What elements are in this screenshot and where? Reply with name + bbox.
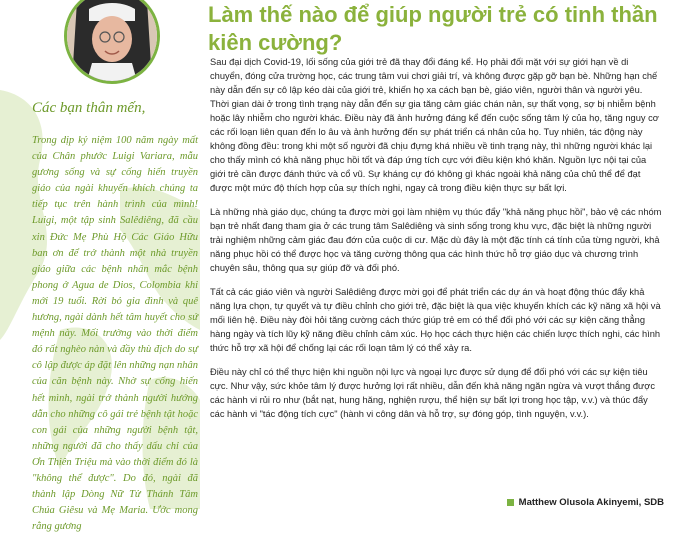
- paragraph: Sau đại dịch Covid-19, lối sống của giới trẻ đã thay đổi đáng kể. Họ phải đối mặt với sự giới hạn về di chuyển, đóng cửa trường học, các trung tâm vui chơi giải trí, và không được gặp gỡ bạn bè. Những hạn chế này dẫn đến sự cô lập kéo dài của giới trẻ, khiến họ xa cách bạn bè, giáo viên, người thân và người yêu. Thời gian dài ở trong tình trạng này dẫn đến sự gia tăng cảm giác chán nản, sự thất vọng, sợ bị nhiễm bệnh hoặc lây nhiễm cho người khác. Điều này đã ảnh hưởng đáng kể đến cuộc sống tâm lý của họ, tăng nguy cơ các rối loạn liên quan đến lo âu và ảnh hưởng đến sự phát triển cá nhân của họ. Tuy nhiên, tác động này không đồng đều: trong khi một số người đã chịu đựng khá nhiều về tinh trạng này, thì những người khác lại cho thấy mình có khả năng phục hồi tốt và đáp ứng tích cực với điều kiện khó khăn. Nguồn lực nội tại của giới trẻ cần được đánh thức và cổ vũ. Sự kháng cự đó không gì khác ngoài khả năng của chủ thể để đạt được một mức độ thích hợp của sự thích nghi, ngay cả trong điều kiện thực sự bất lợi.: [210, 57, 659, 193]
- author-signature: [507, 497, 664, 508]
- paragraph: Tất cả các giáo viên và người Salêdiêng được mời gọi để phát triển các dự án và hoạt động thúc đẩy khả năng lựa chọn, tự quyết và tự điều chỉnh cho giới trẻ, đặc biệt là qua việc khuyến khích các kỹ năng xã hội và mối liên hệ. Điều này đòi hỏi tăng cường cách thức giúp trẻ em có thể đối phó với các sự kiện căng thẳng hàng ngày và tích lũy kỹ năng điều chỉnh cảm xúc. Họ học cách thực hiện các chiến lược thích nghi, các hình thức hỗ trợ xã hội để chống lại các rối loạn tâm lý có thể xảy ra.: [210, 287, 661, 353]
- author-name: Matthew Olusola Akinyemi, SDB: [518, 497, 664, 508]
- paragraph: Điều này chỉ có thể thực hiện khi nguồn nội lực và ngoại lực được sử dụng để đối phó với các sự kiện tiêu cực. Như vậy, sức khỏe tâm lý được hưởng lợi rất nhiều, dẫn đến khả năng ngăn ngừa và vượt thắng được các hành vi rủi ro như (bắt nạt, hung hăng, nghiện rượu, thể hiện sự bất lợi trong học tập, v.v.) và thúc đẩy các hành vi "tác động tích cực" (hành vi công dân và hỗ trợ, sự đóng góp, tình nguyện, v.v.).: [210, 367, 655, 419]
- bullet-square-icon: [507, 499, 514, 506]
- article-body: [210, 55, 662, 431]
- article-title: Làm thế nào để giúp người trẻ có tinh thần kiên cường?: [208, 1, 658, 55]
- paragraph: Là những nhà giáo dục, chúng ta được mời gọi làm nhiệm vụ thúc đẩy "khả năng phục hồi", bảo vệ các nhóm bạn trẻ nhất đang tham gia ở các trung tâm Salêdiêng và sinh sống trong khu vực, đặc biệt là những người trải nghiệm những cảm giác đau đớn của cuộc di cư. Mặc dù đây là một đặc tính cá tính của từng người, khả năng phục hồi có thể được học và tăng cường thông qua các hình thức hỗ trợ giáo dục và chương trình chuyên sâu, thông qua sự giúp đỡ và đối phó.: [210, 207, 662, 273]
- sidebar: [0, 0, 200, 533]
- nun-portrait-image: [67, 0, 157, 81]
- sidebar-text: Trong dịp kỷ niệm 100 năm ngày mất của Chân phước Luigi Variara, mẫu gương sống và sự cống hiến truyền giáo của ngài khuyến khích chúng ta tiếp tục trên hành trình của mình! Luigi, một tập sinh Salêdiêng, đã cầu xin Đức Mẹ Phù Hộ Các Giáo Hữu ban ơn để trở thành một nhà truyền giáo giữa các bệnh nhân mắc bệnh phong ở Agua de Dios, Colombia khi mới 19 tuổi. Rời bỏ gia đình và quê hương, ngài dành hết tâm huyết cho sứ mệnh này. Mối trường vào thời điểm đó rất nghèo nàn và đầy thù địch do sự cô lập được áp đặt lên những nạn nhân của căn bệnh này. Nhờ sự cống hiến hết mình, ngài trở thành người hướng dẫn cho những cô gái trẻ bệnh tật hoặc con gái của những người bệnh tật, những người đã cho thấy dấu chỉ của Ơn Thiên Triệu mà vào thời điểm đó là "không thể được". Do đó, ngài đã thành lập Dòng Nữ Tử Thánh Tâm Chúa Giêsu và Mẹ Maria. Ước mong rằng gương: [32, 135, 198, 533]
- greeting: Các bạn thân mến,: [32, 100, 146, 116]
